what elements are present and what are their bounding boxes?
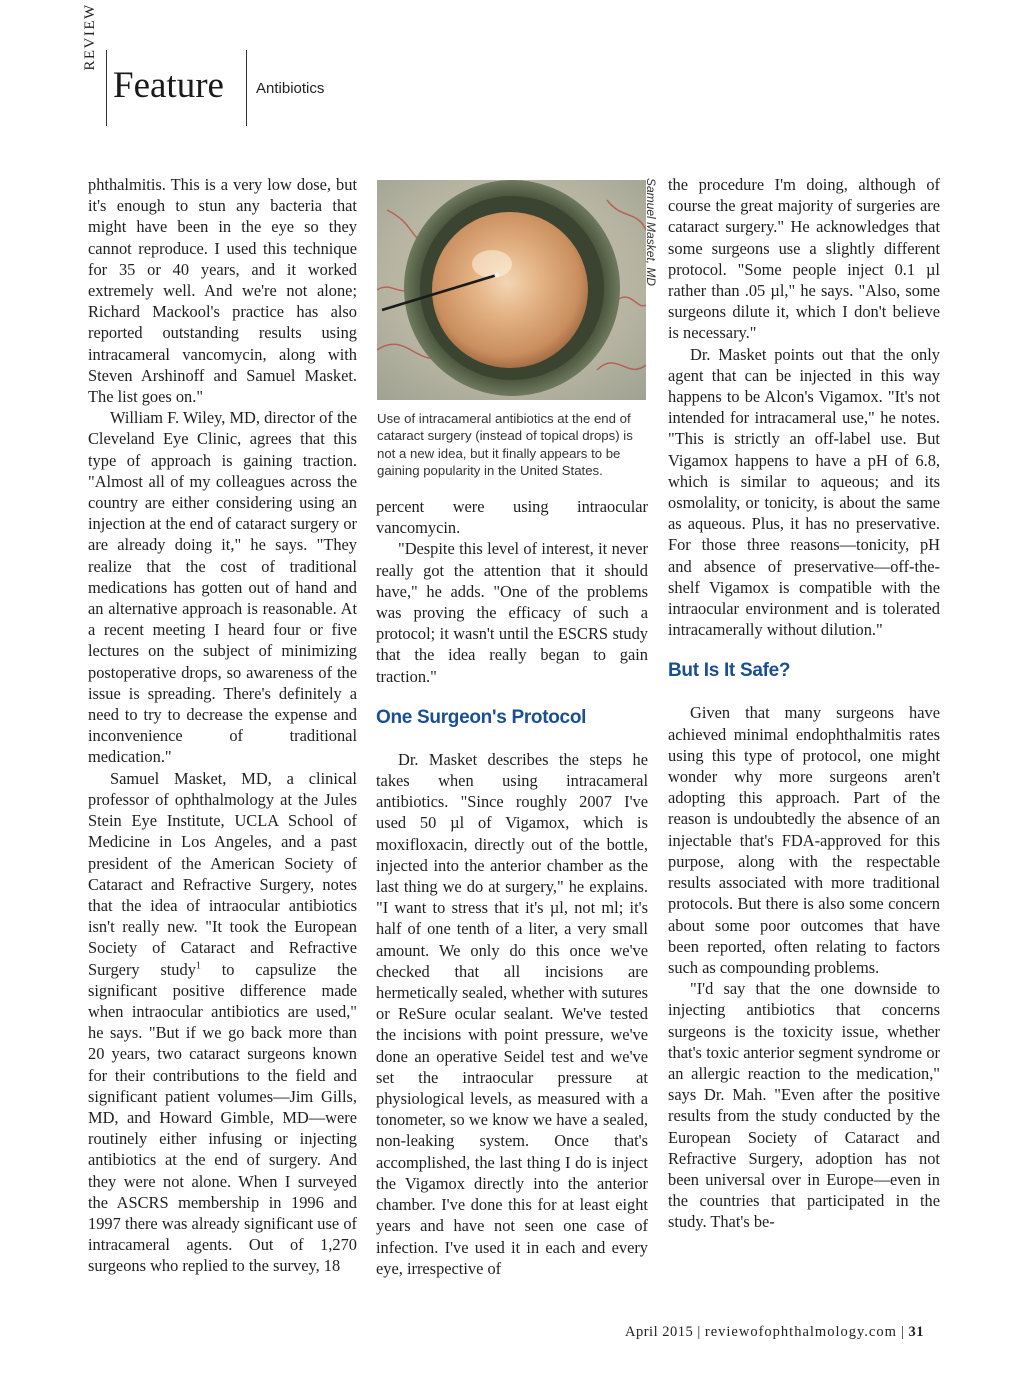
article-column-1	[88, 174, 357, 1277]
paragraph: Given that many surgeons have achieved minimal endophthalmitis rates using this type of protocol, one might wonder why more surgeons aren't adopting this approach. Part of the reason is undoubtedly the absence of an injectable that's FDA-approved for this purpose, along with the respectable results associated with more traditional protocols. But there is also some concern about some poor outcomes that have been reported, often relating to factors such as compounding problems.	[668, 703, 940, 977]
footnote-reference: 1	[195, 960, 201, 972]
paragraph: Dr. Masket describes the steps he takes when using intracameral antibiotics. "Since roughly 2007 I've used 50 µl of Vigamox, which is moxifloxacin, directly out of the bottle, injected into the anterior chamber as the last thing we do at surgery," he explains. "I want to stress that it's µl, not ml; it's half of one tenth of a liter, a very small amount. We only do this once we've checked that all incisions are hermetically sealed, whether with sutures or ReSure ocular sealant. We've tested the incisions with point pressure, we've done an operative Seidel test and we've set the intraocular pressure at physiological levels, as measured with a tonometer, so we know we have a sealed, non-leaking system. Once that's accomplished, the last thing I do is inject the Vigamox directly into the anterior chamber. I've done this for at least eight years and have not seen one case of infection. I've used it in each and every eye, irrespective of	[376, 749, 648, 1278]
paragraph	[88, 768, 357, 1277]
header-divider	[246, 50, 247, 126]
paragraph: "Despite this level of interest, it never really got the attention that it should have," he adds. "One of the problems was proving the efficacy of such a protocol; it wasn't until the ESCRS study that the idea really began to gain traction."	[376, 539, 648, 686]
article-column-3	[668, 174, 940, 1233]
page-number: 31	[908, 1324, 925, 1340]
section-heading: One Surgeon's Protocol	[376, 706, 587, 728]
footer-separator: |	[697, 1324, 701, 1340]
paragraph: the procedure I'm doing, although of course the great majority of surgeries are cataract surgery." He acknowledges that some surgeons use a slightly different protocol. "Some people inject 0.1 µl rather than .05 µl," he says. "Also, some surgeons dilute it, which I don't believe is necessary."	[668, 175, 940, 343]
website-url: reviewofophthalmology.com	[704, 1324, 897, 1340]
paragraph: percent were using intraocular vancomycin.	[376, 497, 648, 538]
article-column-2	[376, 496, 648, 1279]
paragraph: phthalmitis. This is a very low dose, but it's enough to stun any bacteria that might have been in the eye so they cannot reproduce. I used this technique for 35 or 40 years, and it worked extremely well. And we're not alone; Richard Mackool's practice has also reported outstanding results using intracameral vancomycin, along with Steven Arshinoff and Samuel Masket. The list goes on."	[88, 175, 357, 407]
figure-caption: Use of intracameral antibiotics at the end of cataract surgery (instead of topical drops) is not a new idea, but it finally appears to be gaining popularity in the United States.	[377, 411, 633, 479]
topic-label: Antibiotics	[256, 80, 325, 97]
paragraph-text: to capsulize the significant positive difference made when intraocular antibiotics are used," he says. "But if we go back more than 20 years, two cataract surgeons known for their contributions to the field and significant patient volumes—Jim Gills, MD, and Howard Gimble, MD—were routinely either infusing or injecting antibiotics at the end of surgery. And they were not alone. When I surveyed the ASCRS membership in 1996 and 1997 there was already significant use of intracameral agents. Out of 1,270 surgeons who replied to the survey, 18	[88, 959, 357, 1276]
page-footer	[625, 1324, 924, 1341]
paragraph: William F. Wiley, MD, director of the Cleveland Eye Clinic, agrees that this type of approach is gaining traction. "Almost all of my colleagues across the country are either considering using an injection at the end of cataract surgery or are already doing it," he says. "They realize that the cost of traditional medications has gotten out of hand and an alternative approach is reasonable. At a recent meeting I heard four or five lectures on the subject of minimizing postoperative drops, so awareness of the issue is spreading. There's definitely a need to try to decrease the expense and inconvenience of traditional medication."	[88, 408, 357, 767]
section-heading: But Is It Safe?	[668, 660, 791, 682]
eye-surgery-photo-image	[377, 180, 646, 400]
footer-separator: |	[901, 1324, 905, 1340]
paragraph: Dr. Masket points out that the only agent that can be injected in this way happens to be Alcon's Vigamox. "It's not intended for intracameral use," he notes. "This is strictly an off-label use. But Vigamox happens to have a pH of 6.8, which is similar to aqueous; and its osmolality, or tonicity, is about the same as aqueous. Plus, it has no preservative. For those three reasons—tonicity, pH and absence of preservative—off-the-shelf Vigamox is compatible with the intraocular environment and is tolerated intracamerally without dilution."	[668, 344, 940, 640]
issue-date: April 2015	[625, 1324, 694, 1340]
review-vertical-label: REVIEW	[82, 3, 98, 71]
photo-credit: Samuel Masket, MD	[644, 178, 658, 287]
section-title: Feature	[113, 65, 224, 106]
header-divider	[106, 50, 107, 126]
paragraph-text: Samuel Masket, MD, a clinical professor of ophthalmology at the Jules Stein Eye Institute, UCLA School of Medicine in Los Angeles, and a past president of the American Society of Cataract and Refractive Surgery, notes that the idea of intraocular antibiotics isn't really new. "It took the European Society of Cataract and Refractive Surgery study	[88, 768, 357, 979]
paragraph: "I'd say that the one downside to injecting antibiotics that concerns surgeons is the toxicity issue, whether that's toxic anterior segment syndrome or an allergic reaction to the medication," says Dr. Mah. "Even after the positive results from the study conducted by the European Society of Cataract and Refractive Surgery, adoption has not been universal over in Europe—even in the countries that participated in the study. That's be-	[668, 979, 940, 1232]
eye-surgery-photo	[377, 180, 646, 400]
